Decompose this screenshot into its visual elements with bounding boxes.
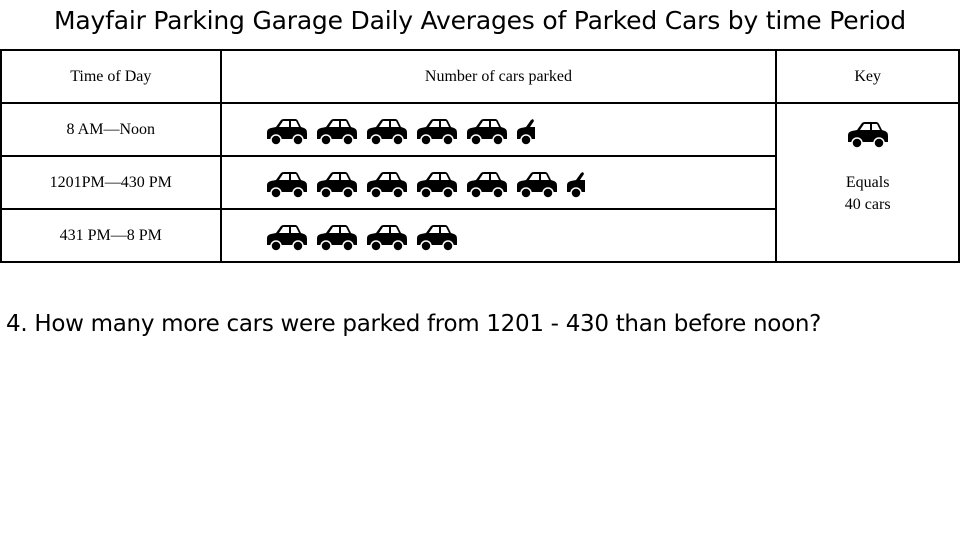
car-icon [415,168,465,200]
header-row [1,50,959,103]
row-icons [221,209,777,262]
key-cell [776,103,959,262]
car-icon [465,168,515,200]
table-row [1,103,959,156]
car-icon [315,168,365,200]
column-header-time: Time of Day [1,50,221,103]
car-icon [365,221,415,253]
row-label: 1201PM—430 PM [1,156,221,209]
car-icon [515,168,565,200]
column-header-cars: Number of cars parked [221,50,777,103]
car-icon [265,221,315,253]
half-car-icon [565,168,595,200]
car-icon [315,115,365,147]
column-header-key: Key [776,50,959,103]
chart-title: Mayfair Parking Garage Daily Averages of Parked Cars by time Period [54,6,906,35]
key-value-text: 40 cars [844,196,891,213]
key-equals-text: Equals [845,174,890,191]
car-icon [265,115,315,147]
row-icons [221,103,777,156]
car-icon [777,118,958,150]
question-text: 4. How many more cars were parked from 1201 - 430 than before noon? [6,311,822,337]
pictograph-table [0,49,960,263]
car-icon [315,221,365,253]
half-car-icon [515,115,545,147]
car-icon [415,115,465,147]
car-icon [465,115,515,147]
car-icon [365,168,415,200]
row-label: 8 AM—Noon [1,103,221,156]
row-label: 431 PM—8 PM [1,209,221,262]
car-icon [415,221,465,253]
row-icons [221,156,777,209]
car-icon [265,168,315,200]
car-icon [365,115,415,147]
